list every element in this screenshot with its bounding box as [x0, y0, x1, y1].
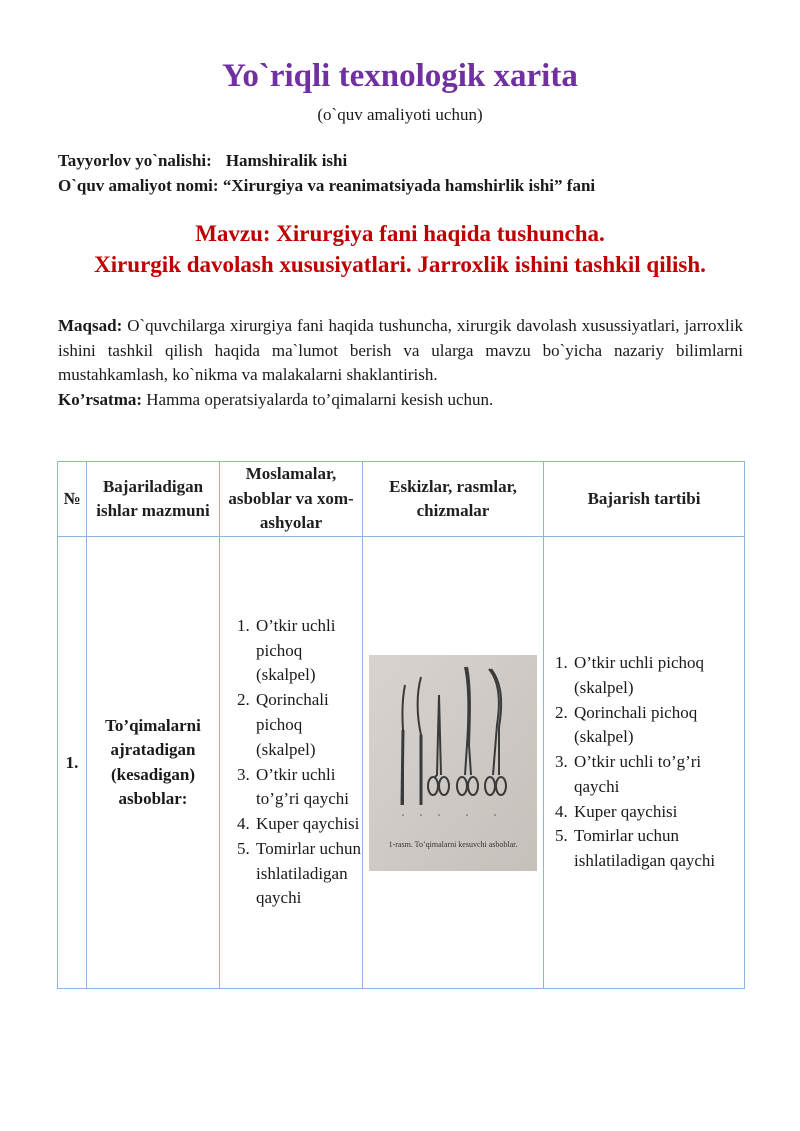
- tools-list: [220, 614, 362, 912]
- page-subtitle: (o`quv amaliyoti uchun): [317, 105, 483, 124]
- direction-line: [58, 148, 748, 173]
- header-tools: Moslamalar, asboblar va xom- ashyolar: [220, 462, 363, 537]
- page-title: Yo`riqli texnologik xarita: [222, 58, 578, 94]
- practice-line: [58, 173, 748, 198]
- table-header-row: [58, 462, 745, 537]
- row-image-cell: [363, 537, 544, 989]
- list-item: 3. O’tkir uchli to’g’ri qaychi: [254, 763, 362, 813]
- instruction-text: Hamma operatsiyalarda to’qimalarni kesish uchun.: [142, 389, 494, 409]
- goal-text: O`quvchilarga xirurgiya fani haqida tushuncha, xirurgik davolash xusussiyatlari, jarroxlik ishini tashkil qilish haqida ma`lumot berish va ularga mavzu bo`yicha nazariy bilimlarni mustahkamlash, ko`nikma va malakalarni shaklantirish.: [58, 316, 743, 384]
- list-item: 2. Qorinchali pichoq (skalpel): [254, 688, 362, 762]
- steps-list: [544, 651, 744, 874]
- header-work: Bajariladigan ishlar mazmuni: [87, 462, 220, 537]
- goal-block: [58, 314, 743, 412]
- goal-label: Maqsad:: [58, 316, 123, 335]
- row-work: To’qimalarni ajratadigan (kesadigan) asboblar:: [87, 537, 220, 989]
- table-row: [58, 537, 745, 989]
- header-sketches: Eskizlar, rasmlar, chizmalar: [363, 462, 544, 537]
- instruction-paragraph: [58, 388, 743, 413]
- list-item: 3. O’tkir uchli to’g’ri qaychi: [572, 750, 744, 800]
- list-item: 5. Tomirlar uchun ishlatiladigan qaychi: [572, 824, 744, 874]
- image-caption: 1-rasm. To’qimalarni kesuvchi asboblar.: [388, 839, 518, 849]
- list-item: 4. Kuper qaychisi: [254, 812, 362, 837]
- header-num: №: [58, 462, 87, 537]
- row-steps-cell: [544, 537, 745, 989]
- row-tools-cell: [220, 537, 363, 989]
- topic-heading: [0, 218, 800, 280]
- list-item: 1. O’tkir uchli pichoq (skalpel): [572, 651, 744, 701]
- list-item: 2. Qorinchali pichoq (skalpel): [572, 701, 744, 751]
- list-item: 1. O’tkir uchli pichoq (skalpel): [254, 614, 362, 688]
- goal-paragraph: [58, 314, 743, 388]
- practice-label: O`quv amaliyot nomi:: [58, 176, 219, 195]
- header-order: Bajarish tartibi: [544, 462, 745, 537]
- topic-line-1: Mavzu: Xirurgiya fani haqida tushuncha.: [195, 221, 605, 246]
- practice-value: “Xirurgiya va reanimatsiyada hamshirlik ishi” fani: [222, 176, 596, 195]
- topic-line-2: Xirurgik davolash xususiyatlari. Jarroxlik ishini tashkil qilish.: [94, 252, 706, 277]
- direction-label: Tayyorlov yo`nalishi:: [58, 151, 212, 170]
- meta-block: [58, 148, 748, 198]
- list-item: 4. Kuper qaychisi: [572, 800, 744, 825]
- technology-map-table: [57, 461, 745, 989]
- row-number: 1.: [58, 537, 87, 989]
- instruction-label: Ko’rsatma:: [58, 389, 143, 409]
- list-item: 5. Tomirlar uchun ishlatiladigan qaychi: [254, 837, 362, 911]
- surgical-instruments-image: [369, 655, 537, 871]
- direction-value: Hamshiralik ishi: [225, 151, 348, 170]
